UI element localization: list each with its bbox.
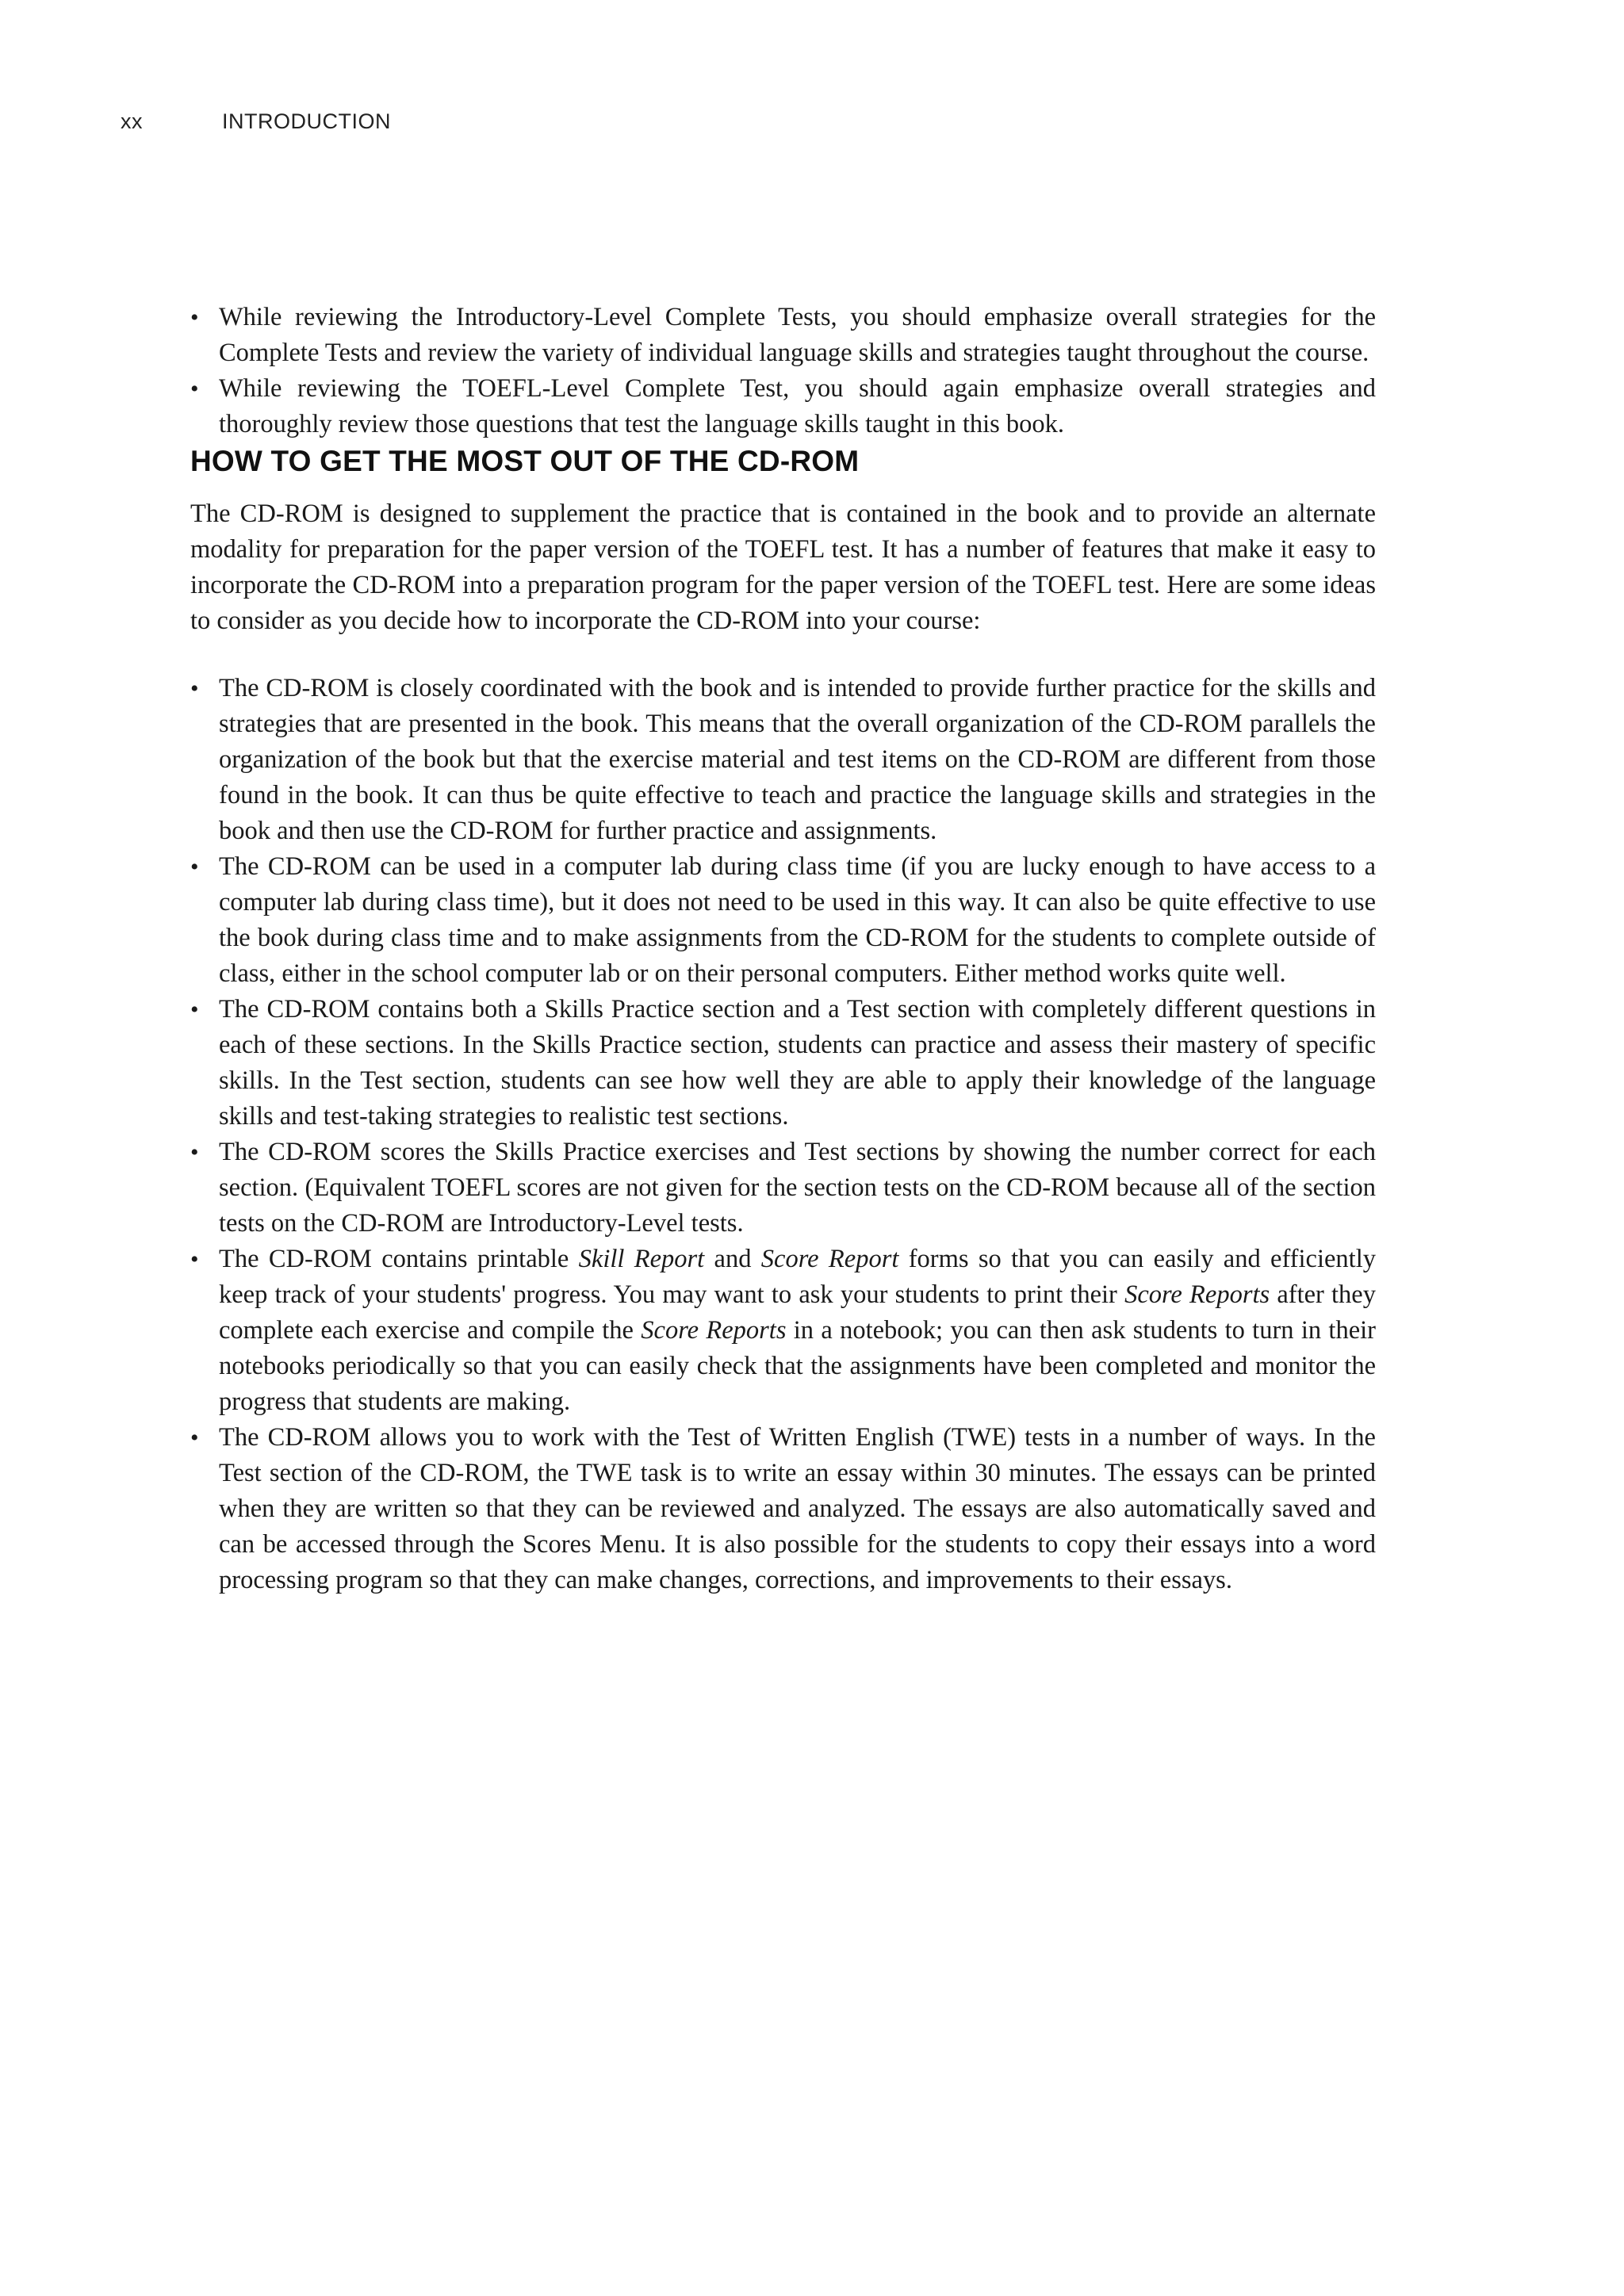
section-paragraph: The CD-ROM is designed to supplement the practice that is contained in the book and to provide an alternate modality for preparation for the paper version of the TOEFL test. It has a number of features that make it easy to incorporate the CD-ROM into a preparation program for the paper version of the TOEFL test. Here are some ideas to consider as you decide how to incorporate the CD-ROM into your course: (190, 499, 1376, 635)
score-reports-title: Score Reports (1124, 1280, 1270, 1309)
text-run: forms so that you can easily and efficiently keep track of your students' progress. You may want to ask your students to print their (219, 1245, 1376, 1309)
text-run: and (704, 1245, 761, 1273)
list-item: • The CD-ROM is closely coordinated with the book and is intended to provide further practice for the skills and strategies that are presented in the book. This means that the overall organization of the CD-ROM parallels the organization of the book but that the exercise material and test items on the CD-ROM are different from those found in the book. It can thus be quite effective to teach and practice the language skills and strategies in the book and then use the CD-ROM for further practice and assignments. (190, 671, 1376, 849)
intro-bullet-list (190, 300, 1376, 442)
list-item: • The CD-ROM scores the Skills Practice exercises and Test sections by showing the number correct for each section. (Equivalent TOEFL scores are not given for the section tests on the CD-ROM because all of the section tests on the CD-ROM are Introductory-Level tests. (190, 1135, 1376, 1242)
score-report-title: Score Report (760, 1245, 899, 1273)
list-item (190, 1242, 1376, 1420)
page-number: xx (121, 109, 143, 133)
list-item: • The CD-ROM contains both a Skills Practice section and a Test section with completely different questions in each of these sections. In the Skills Practice section, students can practice and assess their mastery of specific skills. In the Test section, students can see how well they are able to apply their knowledge of the language skills and test-taking strategies to realistic test sections. (190, 992, 1376, 1135)
skill-report-title: Skill Report (578, 1245, 705, 1273)
list-item: • The CD-ROM allows you to work with the Test of Written English (TWE) tests in a number of ways. In the Test section of the CD-ROM, the TWE task is to write an essay within 30 minutes. The essays can be printed when they are written so that they can be reviewed and analyzed. The essays are also automatically saved and can be accessed through the Scores Menu. It is also possible for the students to copy their essays into a word processing program so that they can make changes, corrections, and improvements to their essays. (190, 1420, 1376, 1598)
list-item: • While reviewing the TOEFL-Level Complete Test, you should again emphasize overall strategies and thoroughly review those questions that test the language skills taught in this book. (190, 371, 1376, 442)
running-header (121, 109, 391, 134)
cdrom-bullet-list (190, 671, 1376, 1598)
text-run: after they complete each exercise and compile the (219, 1280, 1376, 1345)
score-reports-title: Score Reports (641, 1316, 787, 1345)
section-heading: HOW TO GET THE MOST OUT OF THE CD-ROM (190, 445, 860, 477)
running-title: INTRODUCTION (222, 109, 391, 133)
list-item: • The CD-ROM can be used in a computer lab during class time (if you are lucky enough to have access to a computer lab during class time), but it does not need to be used in this way. It can also be quite effective to use the book during class time and to make assignments from the CD-ROM for the students to complete outside of class, either in the school computer lab or on their personal computers. Either method works quite well. (190, 849, 1376, 992)
list-item: • While reviewing the Introductory-Level Complete Tests, you should emphasize overall strategies for the Complete Tests and review the variety of individual language skills and strategies taught throughout the course. (190, 300, 1376, 371)
text-run: The CD-ROM contains printable (219, 1245, 579, 1273)
page-body (190, 300, 1376, 1598)
text-run: in a notebook; you can then ask students to turn in their notebooks periodically so that you can easily check that the assignments have been completed and monitor the progress that students are making. (219, 1316, 1376, 1416)
